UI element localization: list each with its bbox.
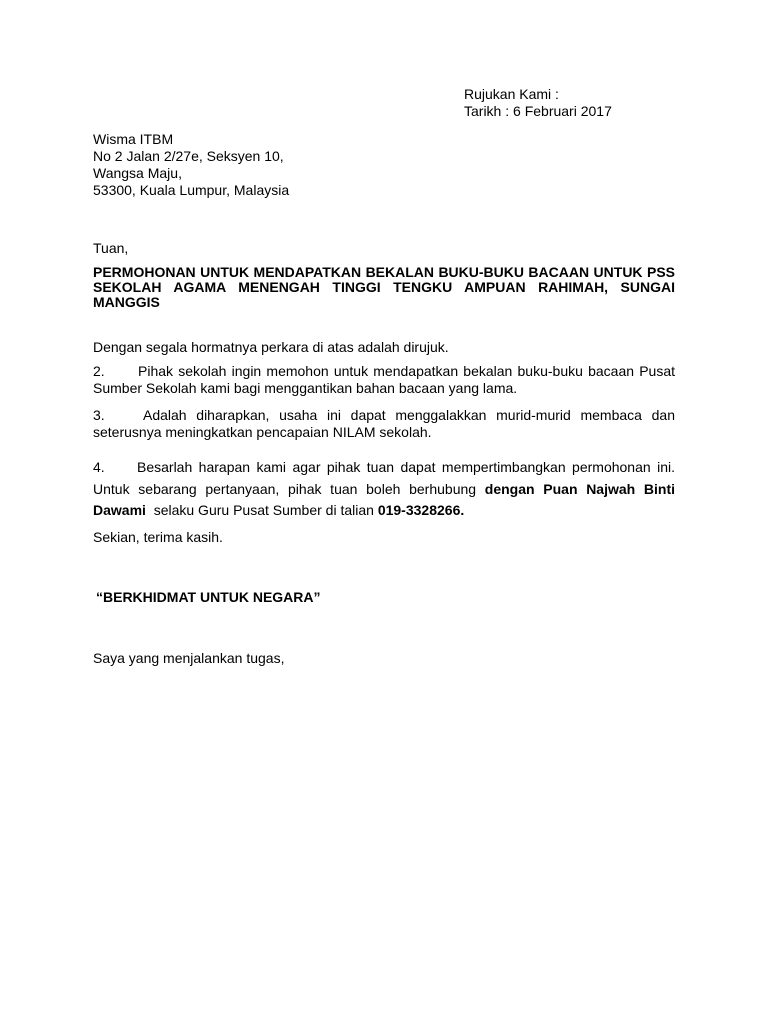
paragraph-text: Pihak sekolah ingin memohon untuk mendapatkan bekalan buku-buku bacaan Pusat xyxy=(138,363,675,379)
subject-heading xyxy=(93,264,675,309)
opening-text: Dengan segala hormatnya perkara di atas adalah dirujuk. xyxy=(93,339,449,355)
reference-block xyxy=(464,86,612,120)
subject-line: MANGGIS xyxy=(93,294,160,310)
closing-line: Saya yang menjalankan tugas, xyxy=(93,650,285,666)
contact-phone: 019-3328266. xyxy=(377,502,465,518)
opening-paragraph xyxy=(93,339,675,356)
paragraph-4-line-2 xyxy=(93,481,675,498)
paragraph-2 xyxy=(93,363,675,397)
paragraph-2-line-1 xyxy=(93,363,675,380)
letter-date: Tarikh : 6 Februari 2017 xyxy=(464,103,612,119)
paragraph-number: 2. xyxy=(93,363,105,379)
paragraph-number: 4. xyxy=(93,459,105,475)
paragraph-3-line-2: seterusnya meningkatkan pencapaian NILAM sekolah. xyxy=(93,424,432,440)
paragraph-3-line-1 xyxy=(93,407,675,424)
paragraph-text: Adalah diharapkan, usaha ini dapat menggalakkan murid-murid membaca dan xyxy=(143,407,675,423)
address-line: 53300, Kuala Lumpur, Malaysia xyxy=(93,182,290,198)
sign-off-text: Sekian, terima kasih. xyxy=(93,529,223,545)
motto: “BERKHIDMAT UNTUK NEGARA” xyxy=(96,589,321,605)
subject-line: SEKOLAH AGAMA MENENGAH TINGGI TENGKU AMPUAN RAHIMAH, SUNGAI xyxy=(93,279,675,295)
paragraph-4-line-3 xyxy=(93,502,675,519)
paragraph-2-line-2: Sumber Sekolah kami bagi menggantikan bahan bacaan yang lama. xyxy=(93,380,518,396)
paragraph-3 xyxy=(93,407,675,441)
recipient-address xyxy=(93,131,289,199)
address-line: Wisma ITBM xyxy=(93,131,174,147)
paragraph-4-line-1 xyxy=(93,459,675,476)
paragraph-text: selaku Guru Pusat Sumber di talian xyxy=(153,502,374,518)
paragraph-text: Untuk sebarang pertanyaan, pihak tuan boleh berhubung xyxy=(93,481,477,497)
paragraph-text: Besarlah harapan kami agar pihak tuan dapat mempertimbangkan permohonan ini. xyxy=(137,459,675,475)
contact-name: dengan Puan Najwah Binti xyxy=(484,481,676,497)
sign-off xyxy=(93,529,675,546)
contact-name-end: Dawami xyxy=(93,502,146,518)
address-line: Wangsa Maju, xyxy=(93,165,182,181)
address-line: No 2 Jalan 2/27e, Seksyen 10, xyxy=(93,148,284,164)
our-reference: Rujukan Kami : xyxy=(464,86,559,102)
subject-line: PERMOHONAN UNTUK MENDAPATKAN BEKALAN BUKU-BUKU BACAAN UNTUK PSS xyxy=(93,264,675,280)
paragraph-number: 3. xyxy=(93,407,105,423)
paragraph-4 xyxy=(93,459,675,519)
salutation: Tuan, xyxy=(93,240,129,256)
